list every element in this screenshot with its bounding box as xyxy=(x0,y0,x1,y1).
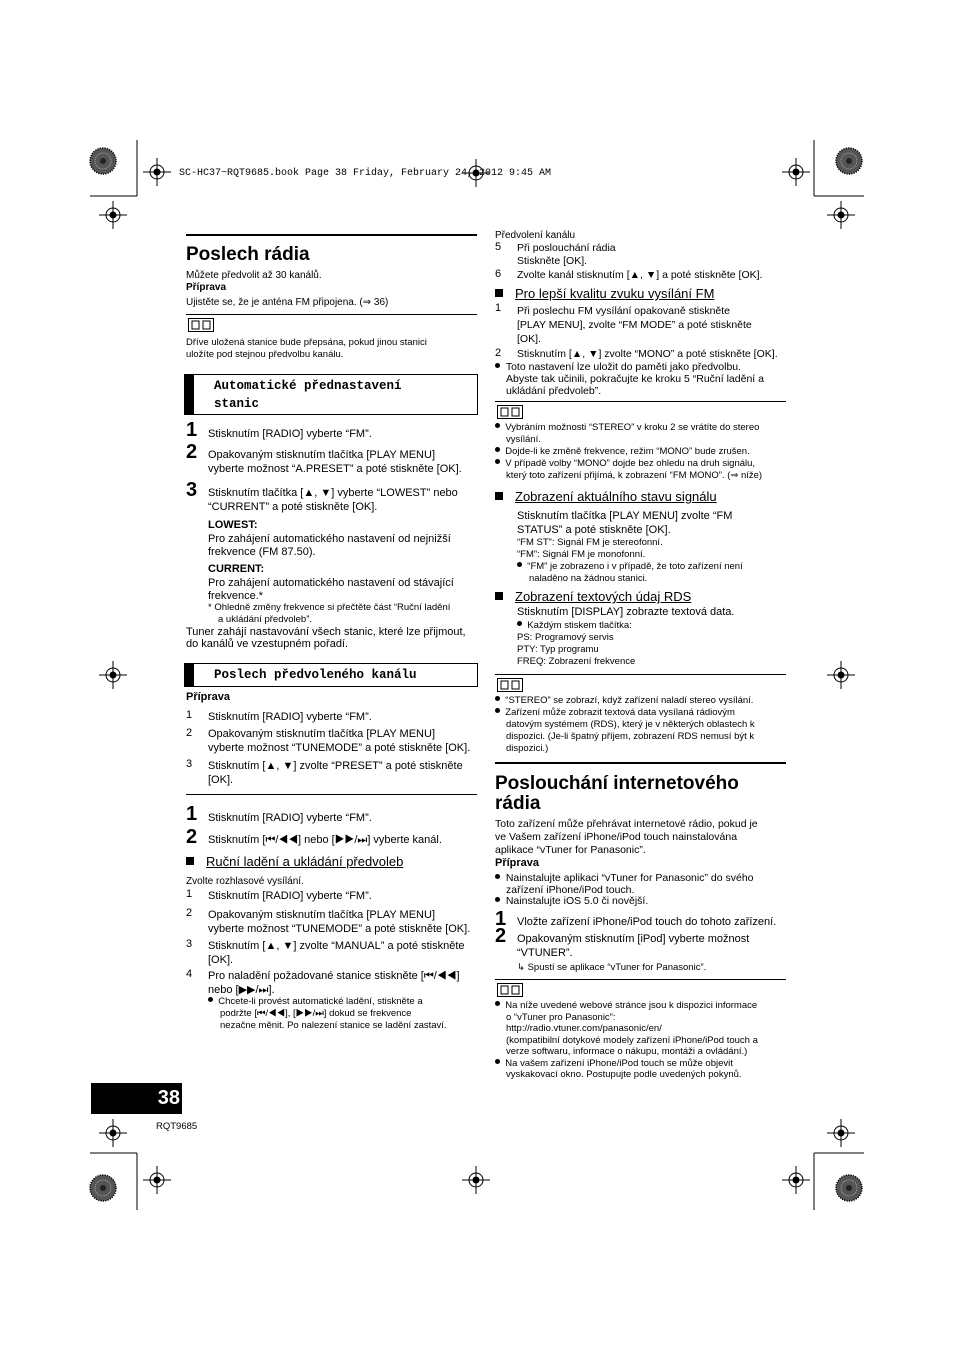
rds-heading: Zobrazení textových údaj RDS xyxy=(495,588,691,606)
prep-number-3: 3 xyxy=(186,758,193,770)
manual-number-4: 4 xyxy=(186,968,193,980)
bullet-icon xyxy=(495,696,500,701)
intro-text: Můžete předvolit až 30 kanálů. xyxy=(186,270,322,281)
divider xyxy=(186,794,477,795)
priprava-label: Příprava xyxy=(186,282,227,293)
bullet-icon xyxy=(495,459,500,464)
auto-step-1: Stisknutím [RADIO] vyberte “FM”. xyxy=(208,428,372,440)
signal-text: Stisknutím tlačítka [PLAY MENU] zvolte “FM STATUS” a poté stiskněte [OK]. xyxy=(517,510,733,536)
priprava-text: Ujistěte se, že je anténa FM připojena. (⇒ 36) xyxy=(186,297,389,308)
header-line: SC-HC37~RQT9685.book Page 38 Friday, February 24, 2012 9:45 AM xyxy=(179,168,552,179)
pred-step-5: Při poslouchání rádia Stiskněte [OK]. xyxy=(517,242,616,267)
note-2: Vybráním možnosti “STEREO” v kroku 2 se vrátíte do stereo vysílání. Dojde-li ke změně frekvence, režim “MONO” bude zrušen. V případě volby “MONO” dojde bez ohledu na druh signálu, který toto zařízení přijímá, k zobrazení “FM MONO”. (⇒ níže) xyxy=(495,422,762,482)
bullet-icon xyxy=(208,997,213,1002)
quality-number-1: 1 xyxy=(495,302,502,314)
internet-step-2: Opakovaným stisknutím [iPod] vyberte možnost “VTUNER”. xyxy=(517,933,750,959)
step-number-1: 1 xyxy=(495,908,507,930)
pred-number-5: 5 xyxy=(495,241,502,253)
current-block: CURRENT: Pro zahájení automatického nastavení od stávající frekvence.* xyxy=(208,563,454,602)
footnote: * Ohledně změny frekvence si přečtěte část “Ruční ladění a ukládání předvoleb”. xyxy=(208,602,451,625)
preset-step-2: Stisknutím [⏮/◀◀] nebo [▶▶/⏭] vyberte kanál. xyxy=(208,834,442,846)
internet-step-2-result: ↳ Spustí se aplikace “vTuner for Panasonic”. xyxy=(517,962,707,973)
manual-intro: Zvolte rozhlasové vysílání. xyxy=(186,876,304,887)
rds-values: Každým stiskem tlačítka: PS: Programový servis PTY: Typ programu FREQ: Zobrazení frekvence xyxy=(517,620,636,667)
page-number: 38 xyxy=(157,1087,180,1109)
note-3: “STEREO” se zobrazí, když zařízení naladí stereo vysílání. Zařízení může zobrazit textová data vysílaná rádiovým datovým systémem (RDS), který je v některých oblastech k dispozici. (Je-li špatný příjem, zobrazení RDS nemusí být k dispozici.) xyxy=(495,695,755,755)
lowest-block: LOWEST: Pro zahájení automatického nastavení od nejnižší frekvence (FM 87.50). xyxy=(208,519,451,558)
bullet-icon xyxy=(495,1059,500,1064)
quality-heading: Pro lepší kvalitu zvuku vysílání FM xyxy=(495,285,714,303)
divider xyxy=(495,979,786,980)
bullet-icon xyxy=(517,562,522,567)
step-number-1: 1 xyxy=(186,419,198,441)
pred-number-6: 6 xyxy=(495,268,502,280)
tuner-text: Tuner zahájí nastavování všech stanic, které lze přijmout, do kanálů ve vzestupném pořadí. xyxy=(186,626,466,650)
note-book-icon xyxy=(188,318,214,332)
signal-heading: Zobrazení aktuálního stavu signálu xyxy=(495,488,717,506)
prep-number-1: 1 xyxy=(186,709,193,721)
bullet-icon xyxy=(495,423,500,428)
prep-number-2: 2 xyxy=(186,727,193,739)
divider xyxy=(495,401,786,402)
page-title: Poslech rádia xyxy=(186,244,310,265)
signal-values: “FM ST”: Signál FM je stereofonní. “FM”: Signál FM je monofonní. “FM” je zobrazeno i v případě, že toto zařízení není naladěno na žádnou stanici. xyxy=(517,537,743,584)
title-rule xyxy=(186,234,477,236)
step-number-3: 3 xyxy=(186,479,198,501)
preset-heading: Poslech předvoleného kanálu xyxy=(184,663,478,687)
bullet-icon xyxy=(495,708,500,713)
note-book-icon xyxy=(497,405,523,419)
bullet-icon xyxy=(495,874,500,879)
step-number-1: 1 xyxy=(186,803,198,825)
quality-bullet: Toto nastavení lze uložit do paměti jako předvolbu. Abyste tak učinili, pokračujte ke kroku 5 “Ruční ladění a ukládání předvoleb”. xyxy=(495,361,764,397)
manual-step-1: Stisknutím [RADIO] vyberte “FM”. xyxy=(208,890,372,902)
quality-number-2: 2 xyxy=(495,347,502,359)
manual-number-1: 1 xyxy=(186,888,193,900)
quality-step-2: Stisknutím [▲, ▼] zvolte “MONO” a poté stiskněte [OK]. xyxy=(517,348,778,360)
rds-text: Stisknutím [DISPLAY] zobrazte textová data. xyxy=(517,606,735,618)
step-number-2: 2 xyxy=(495,925,507,947)
prep-step-1: Stisknutím [RADIO] vyberte “FM”. xyxy=(208,711,372,723)
internet-step-1: Vložte zařízení iPhone/iPod touch do tohoto zařízení. xyxy=(517,916,777,928)
square-bullet-icon xyxy=(186,857,194,865)
priprava3-label: Příprava xyxy=(495,857,540,869)
quality-step-1: Při poslechu FM vysílání opakovaně stiskněte [PLAY MENU], zvolte “FM MODE” a poté stiskněte [OK]. xyxy=(517,305,752,345)
prep-step-3: Stisknutím [▲, ▼] zvolte “PRESET” a poté stiskněte [OK]. xyxy=(208,760,463,786)
note-book-icon xyxy=(497,983,523,997)
note-1: Dříve uložená stanice bude přepsána, pokud jinou stanici uložíte pod stejnou předvolbu kanálu. xyxy=(186,337,427,360)
divider xyxy=(495,674,786,675)
note-4: Na níže uvedené webové stránce jsou k dispozici informace o “vTuner pro Panasonic”: http://radio.vtuner.com/panasonic/en/ (kompatibilní dotykové modely zařízení iPhone/iPod touch a verze softwaru, informace o nákupu, montáži a ovládání.) Na vašem zařízení iPhone/iPod touch se může objevit vyskakovací okno. Postupujte podle uvedených pokynů. xyxy=(495,1000,758,1081)
prep-step-2: Opakovaným stisknutím tlačítka [PLAY MENU] vyberte možnost “TUNEMODE” a poté stiskněte [OK]. xyxy=(208,728,471,754)
note-book-icon xyxy=(497,678,523,692)
internet-intro: Toto zařízení může přehrávat internetové rádio, pokud je ve Vašem zařízení iPhone/iPod touch nainstalována aplikace “vTuner for Panasonic”. xyxy=(495,818,758,856)
step-number-2: 2 xyxy=(186,441,198,463)
square-bullet-icon xyxy=(495,289,503,297)
divider xyxy=(186,314,477,315)
manual-number-3: 3 xyxy=(186,938,193,950)
document-code: RQT9685 xyxy=(156,1121,198,1132)
title-rule xyxy=(495,762,786,764)
preset-step-1: Stisknutím [RADIO] vyberte “FM”. xyxy=(208,812,372,824)
square-bullet-icon xyxy=(495,492,503,500)
bullet-icon xyxy=(495,1001,500,1006)
auto-step-3: Stisknutím tlačítka [▲, ▼] vyberte “LOWEST” nebo “CURRENT” a poté stiskněte [OK]. xyxy=(208,487,458,513)
auto-step-2: Opakovaným stisknutím tlačítka [PLAY MENU] vyberte možnost “A.PRESET” a poté stiskněte [OK]. xyxy=(208,449,462,475)
manual-step-4: Pro naladění požadované stanice stiskněte [⏮/◀◀] nebo [▶▶/⏭]. xyxy=(208,970,460,996)
pred-title: Předvolení kanálu xyxy=(495,230,576,241)
manual-number-2: 2 xyxy=(186,907,193,919)
internet-prep: Nainstalujte aplikaci “vTuner for Panasonic” do svého zařízení iPhone/iPod touch. Nainstalujte iOS 5.0 či novější. xyxy=(495,873,754,908)
internet-title: Poslouchání internetového rádia xyxy=(495,773,739,814)
page-number-tab xyxy=(91,1083,182,1114)
priprava2-label: Příprava xyxy=(186,691,231,703)
manual-bullet: Chcete-li provést automatické ladění, stiskněte a podržte [⏮/◀◀], [▶▶/⏭] dokud se frekvence nezačne měnit. Po nalezení stanice se ladění zastaví. xyxy=(208,996,447,1032)
manual-step-3: Stisknutím [▲, ▼] zvolte “MANUAL” a poté stiskněte [OK]. xyxy=(208,940,465,966)
pred-step-6: Zvolte kanál stisknutím [▲, ▼] a poté stiskněte [OK]. xyxy=(517,269,763,281)
bullet-icon xyxy=(495,447,500,452)
bullet-icon xyxy=(517,621,522,626)
square-bullet-icon xyxy=(495,592,503,600)
auto-preset-heading: Automatické přednastavení stanic xyxy=(184,374,478,415)
bullet-icon xyxy=(495,897,500,902)
step-number-2: 2 xyxy=(186,826,198,848)
manual-step-2: Opakovaným stisknutím tlačítka [PLAY MENU] vyberte možnost “TUNEMODE” a poté stiskněte [OK]. xyxy=(208,909,471,935)
bullet-icon xyxy=(495,363,500,368)
manual-heading: Ruční ladění a ukládání předvoleb xyxy=(186,853,403,871)
